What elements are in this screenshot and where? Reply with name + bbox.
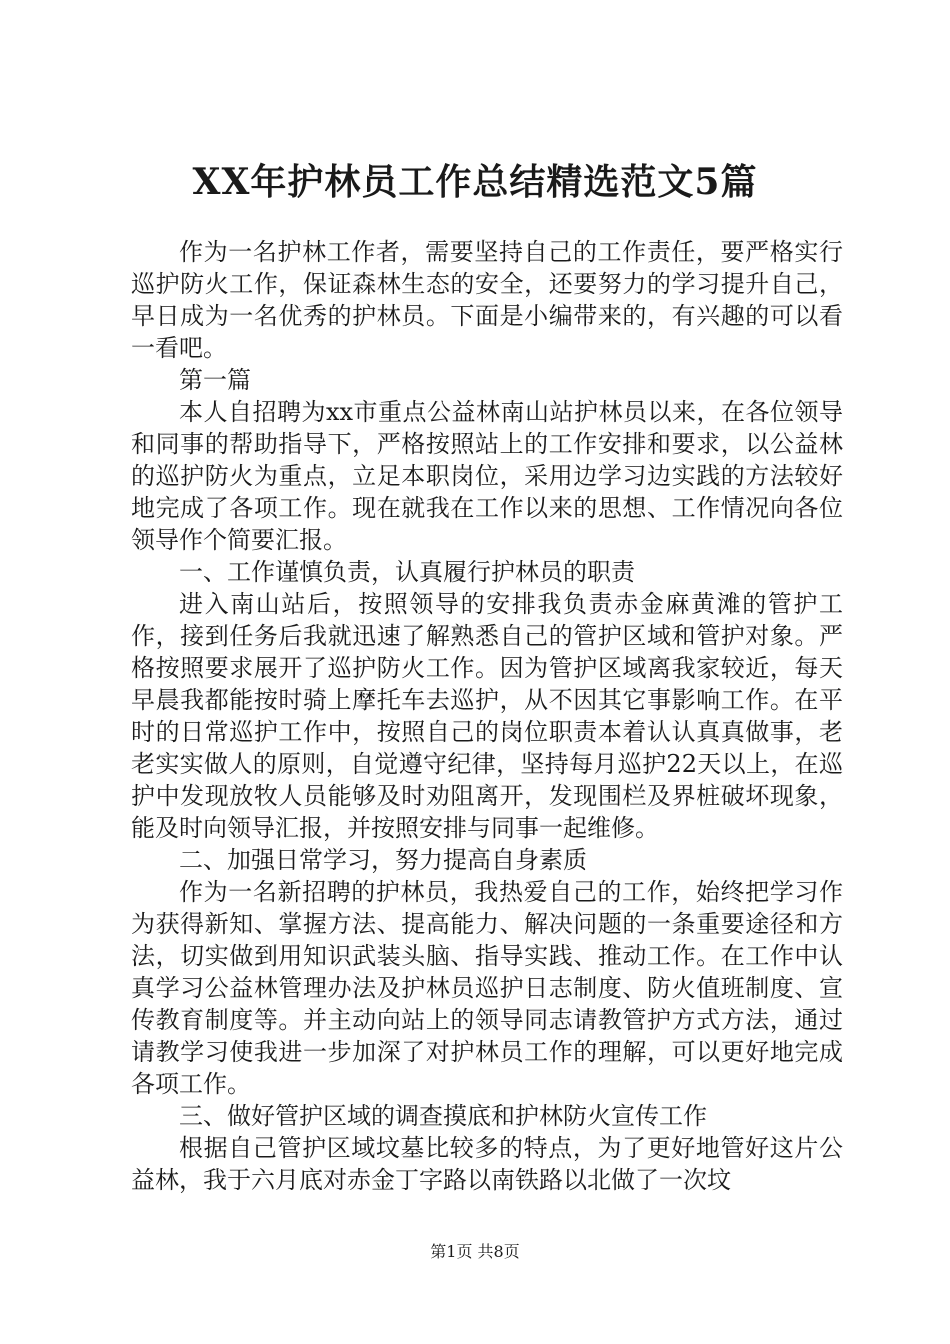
subsection-heading-1: 一、工作谨慎负责，认真履行护林员的职责 [179, 558, 635, 586]
document-title: XX年护林员工作总结精选范文5篇 [192, 161, 758, 203]
page-number: 第1页 [430, 1242, 473, 1261]
page-total: 共8页 [477, 1242, 520, 1261]
body-paragraph: 作为一名新招聘的护林员，我热爱自己的工作，始终把学习作为获得新知、掌握方法、提高能力、解决问题的一条重要途径和方法，切实做到用知识武装头脑、指导实践、推动工作。在工作中认真学习公益林管理办法及护林员巡护日志制度、防火值班制度、宣传教育制度等。并主动向站上的领导同志请教管护方式方法，通过请教学习使我进一步加深了对护林员工作的理解，可以更好地完成各项工作。 [131, 878, 843, 1098]
intro-paragraph: 作为一名护林工作者，需要坚持自己的工作责任，要严格实行巡护防火工作，保证森林生态的安全，还要努力的学习提升自己，早日成为一名优秀的护林员。下面是小编带来的，有兴趣的可以看一看吧。 [131, 238, 843, 362]
page-footer [0, 1240, 950, 1264]
document-body [131, 236, 843, 1196]
body-paragraph: 进入南山站后，按照领导的安排我负责赤金麻黄滩的管护工作，接到任务后我就迅速了解熟悉自己的管护区域和管护对象。严格按照要求展开了巡护防火工作。因为管护区域离我家较近，每天早晨我都能按时骑上摩托车去巡护，从不因其它事影响工作。在平时的日常巡护工作中，按照自己的岗位职责本着认认真真做事，老老实实做人的原则，自觉遵守纪律，坚持每月巡护22天以上，在巡护中发现放牧人员能够及时劝阻离开，发现围栏及界桩破坏现象，能及时向领导汇报，并按照安排与同事一起维修。 [131, 590, 843, 842]
subsection-heading-3: 三、做好管护区域的调查摸底和护林防火宣传工作 [179, 1102, 707, 1130]
section-heading-first-article: 第一篇 [179, 366, 251, 394]
subsection-heading-2: 二、加强日常学习，努力提高自身素质 [179, 846, 587, 874]
body-paragraph: 本人自招聘为xx市重点公益林南山站护林员以来，在各位领导和同事的帮助指导下，严格按照站上的工作安排和要求，以公益林的巡护防火为重点，立足本职岗位，采用边学习边实践的方法较好地完成了各项工作。现在就我在工作以来的思想、工作情况向各位领导作个简要汇报。 [131, 398, 843, 554]
body-paragraph: 根据自己管护区域坟墓比较多的特点，为了更好地管好这片公益林，我于六月底对赤金丁字路以南铁路以北做了一次坟 [131, 1134, 843, 1194]
